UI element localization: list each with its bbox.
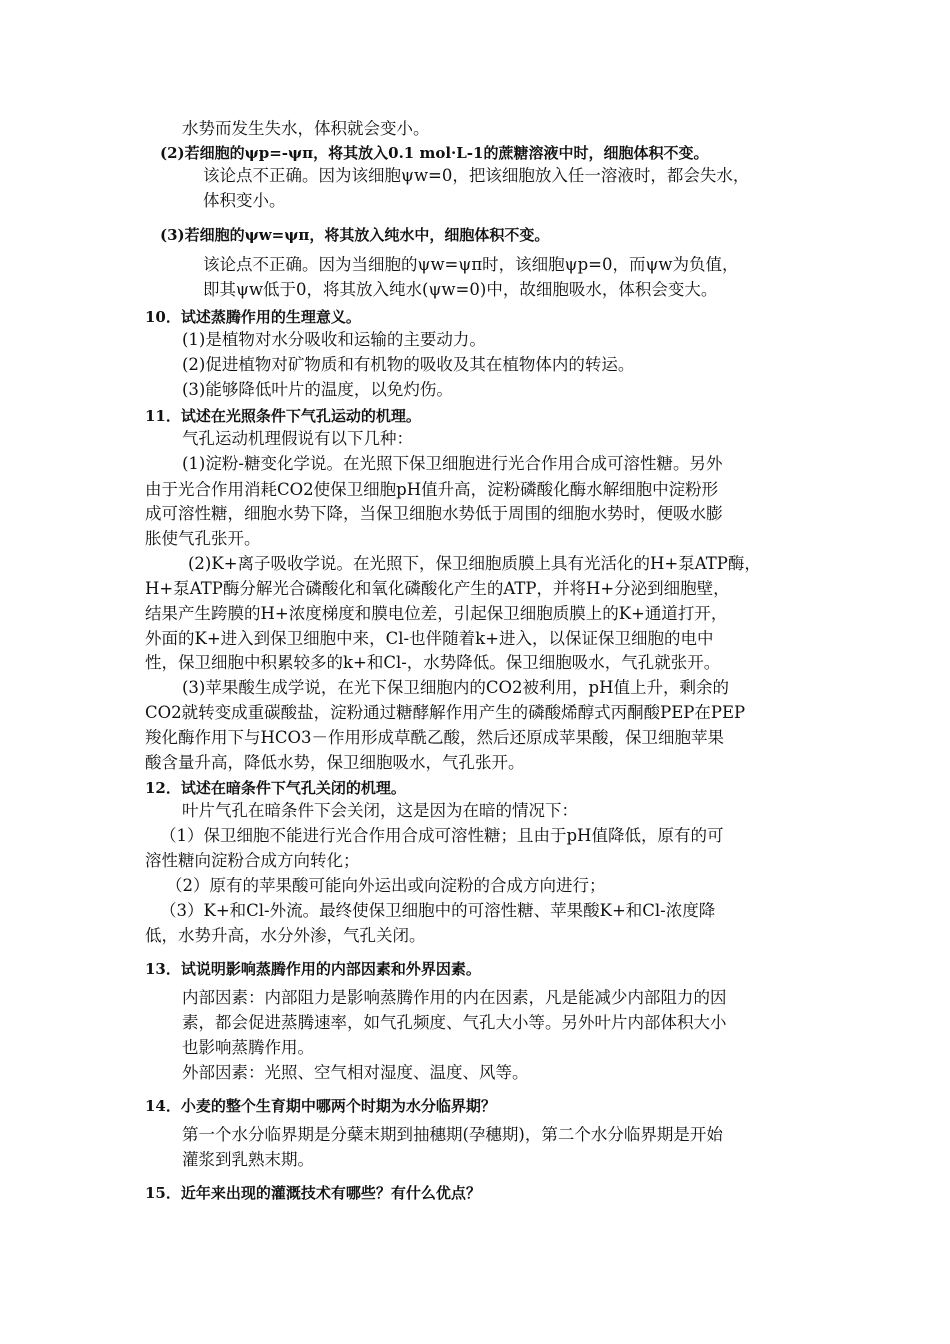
text-line: 内部因素：内部阻力是影响蒸腾作用的内在因素，凡是能减少内部阻力的因 (182, 988, 727, 1007)
text-line: 胀使气孔张开。 (145, 529, 261, 548)
text-line: 叶片气孔在暗条件下会关闭，这是因为在暗的情况下： (182, 801, 578, 820)
text-line: 性，保卫细胞中积累较多的k+和Cl-，水势降低。保卫细胞吸水，气孔就张开。 (145, 653, 721, 672)
text-line: 气孔运动机理假说有以下几种： (182, 429, 413, 448)
text-line: 羧化酶作用下与HCO3－作用形成草酰乙酸，然后还原成苹果酸，保卫细胞苹果 (145, 728, 725, 747)
text-line: (1)是植物对水分吸收和运输的主要动力。 (182, 330, 486, 349)
question-heading: 10．试述蒸腾作用的生理意义。 (145, 308, 361, 326)
text-line: 由于光合作用消耗CO2使保卫细胞pH值升高，淀粉磷酸化酶水解细胞中淀粉形 (145, 480, 719, 499)
question-heading: 13．试说明影响蒸腾作用的内部因素和外界因素。 (145, 960, 481, 978)
text-line: （3）K+和Cl-外流。最终使保卫细胞中的可溶性糖、苹果酸K+和Cl-浓度降 (160, 901, 716, 920)
text-line: (3)苹果酸生成学说，在光下保卫细胞内的CO2被利用，pH值上升，剩余的 (182, 678, 729, 697)
text-line: 结果产生跨膜的H+浓度梯度和膜电位差，引起保卫细胞质膜上的K+通道打开， (145, 604, 728, 623)
text-line: H+泵ATP酶分解光合磷酸化和氧化磷酸化产生的ATP，并将H+分泌到细胞壁， (145, 579, 730, 598)
question-heading: 11．试述在光照条件下气孔运动的机理。 (145, 407, 421, 425)
text-line: 外面的K+进入到保卫细胞中来，Cl-也伴随着k+进入，以保证保卫细胞的电中 (145, 629, 714, 648)
text-line: 溶性糖向淀粉合成方向转化； (145, 851, 360, 870)
text-line: 素，都会促进蒸腾速率，如气孔频度、气孔大小等。另外叶片内部体积大小 (182, 1013, 727, 1032)
text-line: （2）原有的苹果酸可能向外运出或向淀粉的合成方向进行； (166, 876, 606, 895)
text-line: 该论点不正确。因为该细胞ψw=0，把该细胞放入任一溶液时，都会失水， (203, 166, 750, 185)
text-line: (1)淀粉-糖变化学说。在光照下保卫细胞进行光合作用合成可溶性糖。另外 (182, 454, 723, 473)
text-line: 第一个水分临界期是分蘖末期到抽穗期(孕穗期)，第二个水分临界期是开始 (182, 1125, 723, 1144)
question-heading: 12．试述在暗条件下气孔关闭的机理。 (145, 779, 406, 797)
subquestion-heading: (3)若细胞的ψw=ψπ，将其放入纯水中，细胞体积不变。 (160, 226, 550, 244)
text-line: （1）保卫细胞不能进行光合作用合成可溶性糖；且由于pH值降低，原有的可 (160, 826, 724, 845)
text-line: (2)促进植物对矿物质和有机物的吸收及其在植物体内的转运。 (182, 355, 635, 374)
text-line: 该论点不正确。因为当细胞的ψw=ψπ时，该细胞ψp=0，而ψw为负值， (203, 255, 739, 274)
subquestion-heading: (2)若细胞的ψp=-ψπ，将其放入0.1 mol·L-1的蔗糖溶液中时，细胞体积不变。 (160, 144, 709, 162)
question-heading: 15．近年来出现的灌溉技术有哪些？有什么优点？ (145, 1184, 481, 1202)
text-line: (2)K+离子吸收学说。在光照下，保卫细胞质膜上具有光活化的H+泵ATP酶， (188, 554, 761, 573)
text-line: 灌浆到乳熟末期。 (182, 1150, 314, 1169)
question-heading: 14．小麦的整个生育期中哪两个时期为水分临界期？ (145, 1097, 496, 1115)
text-line: 体积变小。 (203, 191, 286, 210)
text-line: 水势而发生失水，体积就会变小。 (182, 119, 430, 138)
text-line: CO2就转变成重碳酸盐，淀粉通过糖酵解作用产生的磷酸烯醇式丙酮酸PEP在PEP (145, 703, 746, 722)
text-line: 成可溶性糖，细胞水势下降，当保卫细胞水势低于周围的细胞水势时，便吸水膨 (145, 504, 723, 523)
text-line: 酸含量升高，降低水势，保卫细胞吸水，气孔张开。 (145, 753, 525, 772)
text-line: 也影响蒸腾作用。 (182, 1038, 314, 1057)
text-line: 外部因素：光照、空气相对湿度、温度、风等。 (182, 1063, 529, 1082)
text-line: 即其ψw低于0，将其放入纯水(ψw=0)中，故细胞吸水，体积会变大。 (203, 280, 718, 299)
text-line: (3)能够降低叶片的温度，以免灼伤。 (182, 380, 453, 399)
text-line: 低，水势升高，水分外渗，气孔关闭。 (145, 926, 426, 945)
